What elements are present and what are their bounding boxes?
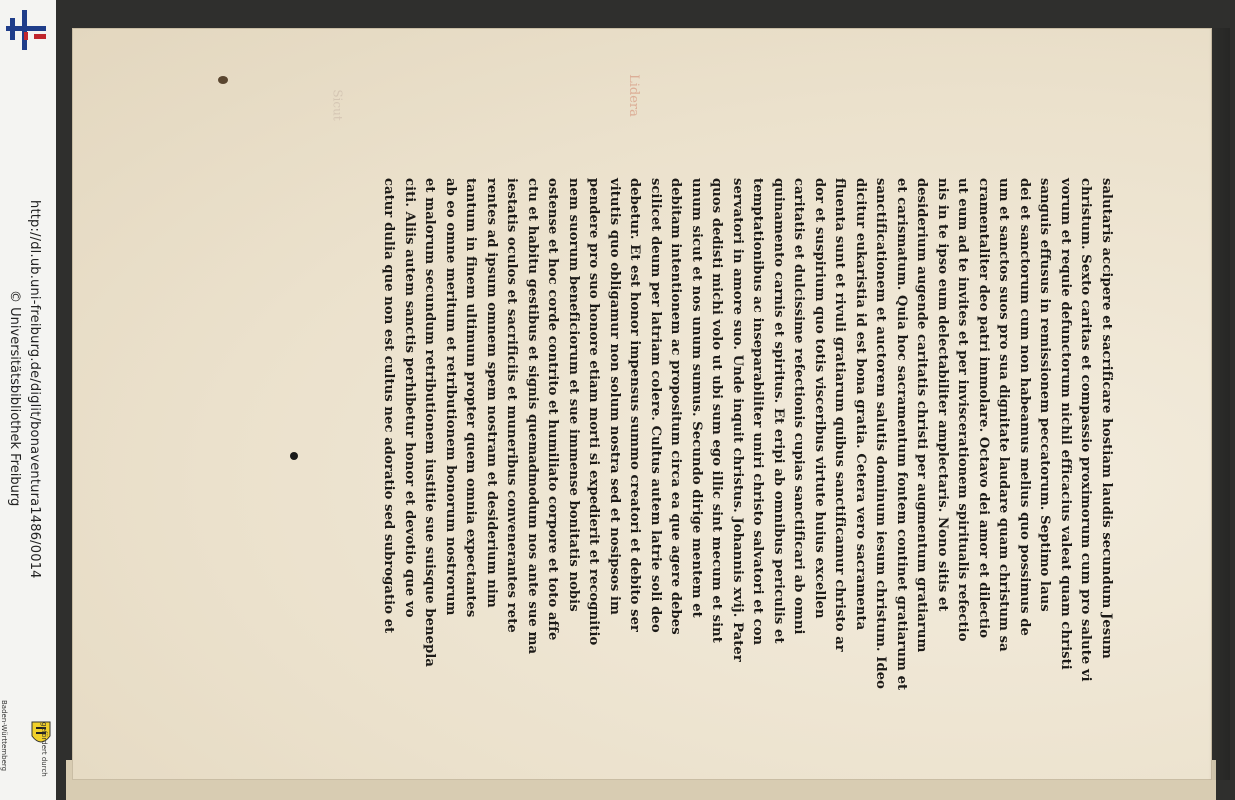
text-line: vorum et requie defunctorum nichil efficacius valeat quam christi	[1058, 178, 1073, 670]
text-line: debitam intentionem ac propositum circa ea que agere debes	[668, 178, 684, 635]
text-line: ab eo omne meritum et retributionem bonorum nostrorum	[443, 178, 458, 616]
funded-by-text: gefördert durch	[40, 722, 48, 777]
text-line: nem suorum beneficiorum et sue immense bonitatis nobis	[566, 178, 581, 612]
text-line: christum. Sexto caritas et compassio proximorum cum pro salute vi	[1078, 178, 1094, 682]
text-line: et malorum secundum retributionem iustitie sue suisque benepla	[422, 178, 438, 667]
university-logo-icon	[4, 8, 48, 52]
text-line: ostense et hoc corde contrito et humiliato corpore et toto affe	[545, 178, 561, 641]
text-line: salutaris accipere et sacrificare hostiam laudis secundum Jesum	[1099, 178, 1114, 659]
printed-text-block	[378, 178, 1116, 690]
text-line: cramentaliter deo patri immolare. Octavo dei amor et dilectio	[976, 178, 991, 639]
text-line: tantum in finem ultimum propter quem omnia expectantes	[463, 178, 479, 618]
text-line: catur dulia que non est cultus nec adoratio sed subrogatio et	[381, 178, 397, 634]
text-line: ut eum ad te invites et per inviscerationem spiritualis refectio	[955, 178, 971, 642]
text-line: caritatis et dulcissime refectionis cupias sanctificari ab omni	[791, 178, 807, 635]
margin-note: Sicut	[330, 89, 345, 121]
text-line: quos dedisti michi volo ut ubi sum ego illic sint mecum et sint	[709, 178, 725, 643]
text-line: vitutis quo obligamur non solum nostra sed et nosipsos im	[607, 178, 622, 616]
text-line: um et sanctos suos pro sua dignitate laudare quam christum sa	[996, 178, 1012, 652]
text-line: sanctificationem et auctorem salutis dominum iesum christum. Ideo	[873, 178, 889, 689]
text-line: servatori in amore suo. Unde inquit christus. Johannis xvij. Pater	[730, 178, 745, 662]
text-line: sanguis effusus in remissionem peccatorum. Septimo laus	[1037, 178, 1053, 612]
text-line: pendere pro suo honore etiam morti si expedierit et recognitio	[586, 178, 602, 646]
text-line: desiderium augende caritatis christi per augmentum gratiarum	[914, 178, 930, 653]
text-line: dor et suspirium quo totis visceribus virtute huius excellen	[812, 178, 827, 619]
sidebar	[0, 0, 57, 800]
state-text: Baden-Württemberg	[0, 700, 8, 772]
text-line: rentes ad ipsum omnem spem nostram et desiderium nim	[484, 178, 499, 608]
text-line: dicitur eukaristia id est bona gratia. Cetera vero sacramenta	[853, 178, 868, 631]
text-line: temptationibus ac inseparabiliter uniri christo salvatori et con	[750, 178, 766, 646]
page-edge-shadow	[1208, 28, 1230, 780]
text-line: iestatis oculos et sacrificiis et muneribus convenerantes rete	[504, 178, 520, 633]
ink-stain	[218, 76, 228, 84]
margin-note: Lidera	[625, 74, 641, 117]
text-line: fluenta sunt et rivuli gratiarum quibus sanctificamur christo ar	[832, 178, 848, 652]
text-line: dei et sanctorum cum non habeamus melius quo possimus de	[1017, 178, 1032, 636]
text-line: ctu et habitu gestibus et signis quemadmodum nos ante sue ma	[525, 178, 540, 655]
text-line: scilicet deum per latriam colere. Cultus autem latrie soli deo	[648, 178, 663, 633]
scan-viewport	[56, 0, 1235, 800]
document-url[interactable]: http://dl.ub.uni-freiburg.de/diglit/bonaventura1486/0014	[27, 200, 42, 579]
text-line: citi. Aliis autem sanctis perhibetur honor et devotio que vo	[402, 178, 417, 618]
text-line: et carismatum. Quia hoc sacramentum fontem continet gratiarum et	[894, 178, 909, 691]
text-line: debetur. Et est honor impensus summo creatori et debito ser	[627, 178, 643, 633]
text-line: nis in te ipso eum delectabiliter amplectaris. Nono sitis et	[935, 178, 950, 612]
copyright-text: © Universitätsbibliothek Freiburg	[7, 290, 22, 507]
text-line: unum sicut et nos unum sumus. Secundo dirige mentem et	[689, 178, 704, 618]
text-line: quinamento carnis et spiritus. Et eripi ab omnibus periculis et	[771, 178, 786, 644]
ink-dot	[290, 452, 298, 460]
